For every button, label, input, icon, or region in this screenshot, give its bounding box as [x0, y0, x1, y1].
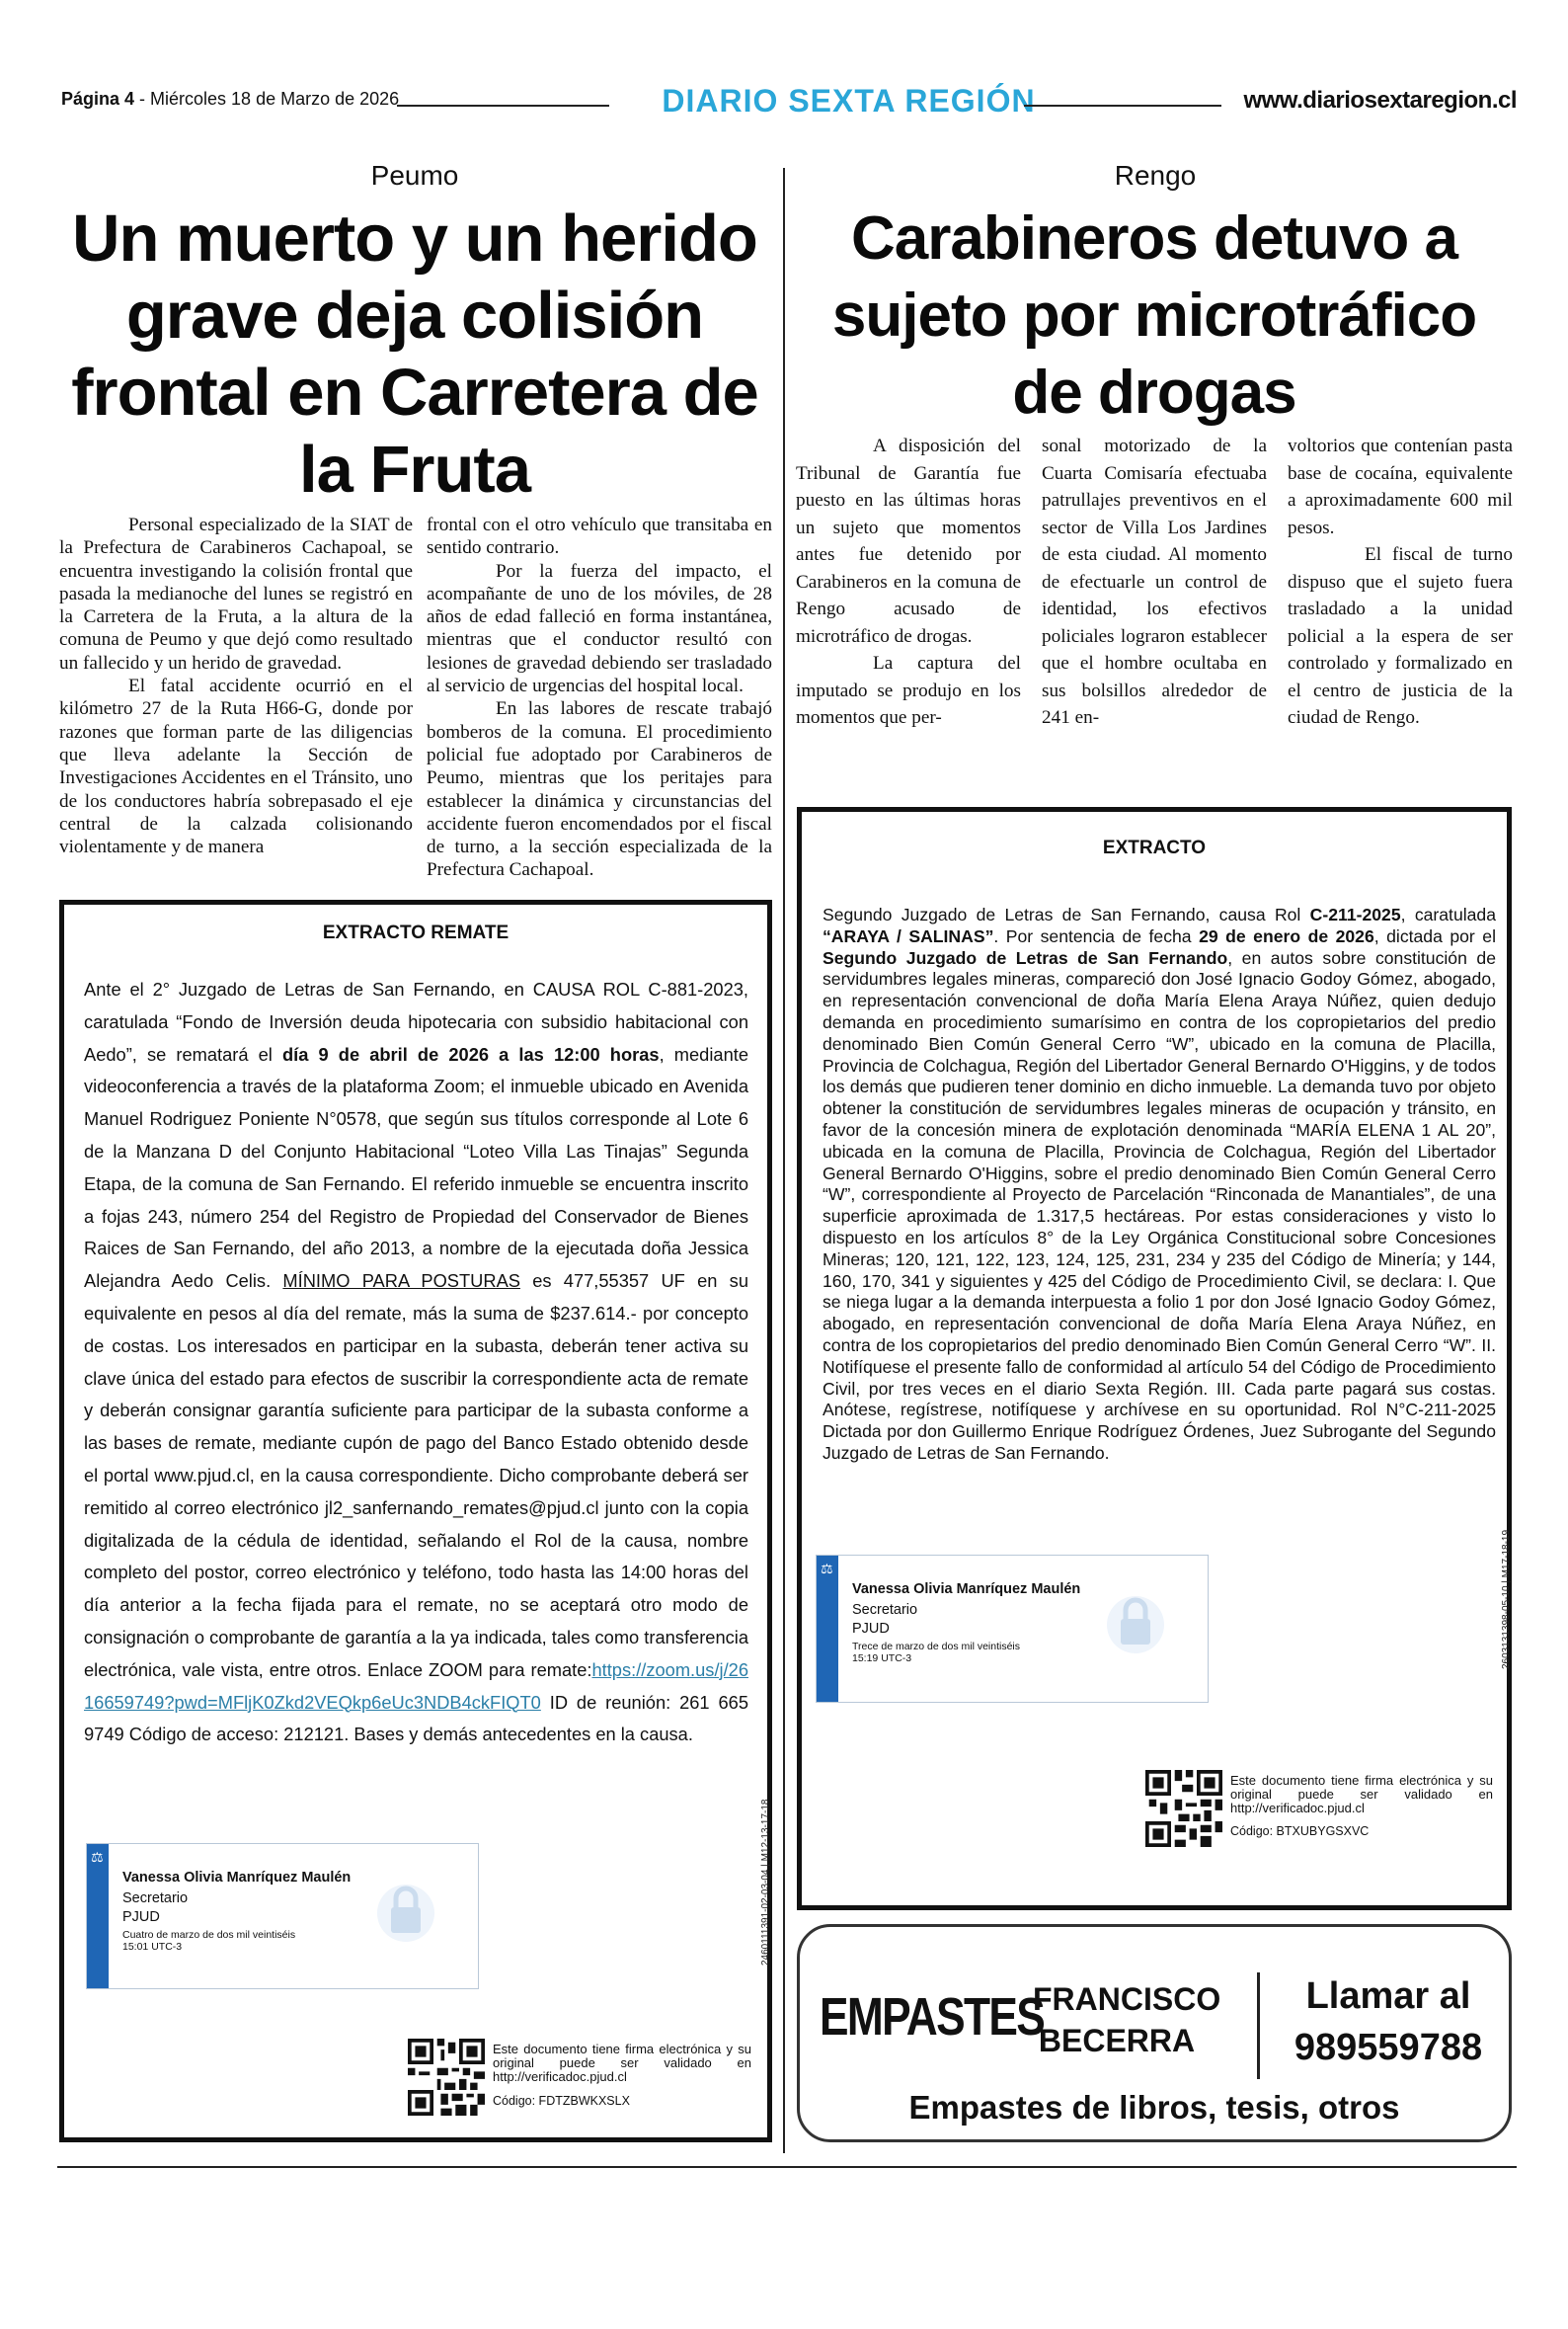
- signer-role: [122, 1889, 188, 1927]
- side-code: 2460111391-02-03-04 | M12-13-17-18: [760, 1799, 771, 1966]
- verification-code: Código: BTXUBYGSXVC: [1230, 1824, 1370, 1838]
- page-header: [61, 85, 1517, 124]
- ad-divider: [1257, 1972, 1260, 2079]
- signer-role: [852, 1601, 917, 1639]
- role: Secretario: [852, 1602, 918, 1618]
- sentence-date: 29 de enero de 2026: [1199, 925, 1374, 946]
- case-caratula: “ARAYA / SALINAS”: [823, 925, 994, 946]
- extracto-remate-box: [59, 900, 772, 2142]
- right-article-col3: [1288, 433, 1513, 732]
- paragraph: Personal especializado de la SIAT de la Prefectura de Carabineros Cachapoal, se encuentra investigando la colisión frontal que pasada la medianoche del lunes se registró en la Carretera de la Fruta, a la altura de la comuna de Peumo y que dejó como resultado un fallecido y un herido de gravedad.: [59, 515, 413, 674]
- paragraph: voltorios que contenían pasta base de cocaína, equivalente a aproximadamente 600 mil pesos.: [1288, 436, 1513, 538]
- court-emblem-icon: ⚖: [821, 1562, 833, 1577]
- left-article-col2: [427, 514, 772, 882]
- extracto-text: [823, 905, 1496, 1465]
- signature-date: [122, 1929, 295, 1953]
- text: ID de reunión: 261 665 9749 Código de acceso: 212121. Bases y demás antecedentes en la causa.: [84, 1691, 748, 1745]
- call-label: Llamar al: [1305, 1975, 1471, 2017]
- paragraph: La captura del imputado se produjo en los momentos que per-: [796, 653, 1021, 728]
- paragraph: frontal con el otro vehículo que transitaba en sentido contrario.: [427, 515, 772, 559]
- right-headline: Carabineros detuvo a sujeto por microtráfico de drogas: [831, 204, 1477, 427]
- date: Cuatro de marzo de dos mil veintiséis: [122, 1929, 296, 1941]
- text: , caratulada: [1400, 905, 1496, 924]
- signature-bar: [87, 1844, 109, 1988]
- name-line: BECERRA: [1038, 2023, 1196, 2058]
- time: 15:01 UTC-3: [122, 1941, 183, 1953]
- signer-name: Vanessa Olivia Manríquez Maulén: [852, 1581, 1081, 1597]
- remate-text: [84, 974, 748, 1751]
- lock-icon: [1107, 1583, 1164, 1656]
- text: Segundo Juzgado de Letras de San Fernando, causa Rol: [823, 905, 1310, 924]
- auction-date: día 9 de abril de 2026 a las 12:00 horas: [281, 1043, 660, 1065]
- left-headline: Un muerto y un herido grave deja colisión frontal en Carretera de la Fruta: [71, 201, 758, 507]
- paragraph: En las labores de rescate trabajó bomberos de la comuna. El procedimiento policial fue adoptado por Carabineros de Peumo, mientras que los peritajes para establecer la dinámica y circunstancias del accidente fueron encomendados por el fiscal de turno, a la sección especializada de la Prefectura Cachapoal.: [427, 698, 772, 881]
- zoom-link[interactable]: https://zoom.us/j/2616659749?pwd=MFljK0Zkd2VEQkp6eUc3NDB4ckFIQT0: [84, 1658, 748, 1713]
- ad-owner-name: [1033, 1978, 1221, 2061]
- left-kicker: Peumo: [370, 160, 459, 191]
- date: Trece de marzo de dos mil veintiséis: [852, 1641, 1021, 1652]
- verification-text: Este documento tiene firma electrónica y su original puede ser validado en http://verificadoc.pjud.cl: [493, 2042, 751, 2084]
- verification-text: Este documento tiene firma electrónica y su original puede ser validado en http://verificadoc.pjud.cl: [1230, 1773, 1493, 1815]
- ad-contact: [1266, 1970, 1511, 2073]
- minimum-label: MÍNIMO PARA POSTURAS: [282, 1270, 520, 1292]
- masthead: DIARIO SEXTA REGIÓN: [662, 83, 1036, 119]
- case-rol: C-211-2025: [1309, 905, 1401, 924]
- box-title: EXTRACTO: [1102, 838, 1207, 858]
- signer-name: Vanessa Olivia Manríquez Maulén: [122, 1870, 352, 1886]
- signature-block: [86, 1843, 479, 1989]
- court-name: Segundo Juzgado de Letras de San Fernando: [823, 947, 1228, 968]
- phone-number: 989559788: [1294, 2027, 1483, 2068]
- footer-rule: [57, 2166, 1517, 2168]
- paragraph: El fatal accidente ocurrió en el kilómetro 27 de la Ruta H66-G, donde por razones que forman parte de las diligencias que lleva adelante la Sección de Investigaciones Accidentes en el Tránsito, uno de los conductores habría sobrepasado el eje central de la calzada colisionando violentamente y de manera: [59, 676, 413, 858]
- page-info: [61, 89, 399, 110]
- time: 15:19 UTC-3: [852, 1652, 912, 1664]
- paragraph: sonal motorizado de la Cuarta Comisaría efectuaba patrullajes preventivos en el sector de Villa Los Jardines de esta ciudad. Al momento de efectuarle un control de identidad, los efectivos policiales lograron establecer que el hombre ocultaba en sus bolsillos alrededor de 241 en-: [1042, 436, 1267, 728]
- column-divider: [783, 168, 785, 2153]
- page-number: Página 4: [61, 89, 135, 109]
- paragraph: El fiscal de turno dispuso que el sujeto fuera trasladado a la unidad policial a la espera de ser controlado y formalizado en el centro de justicia de la ciudad de Rengo.: [1288, 544, 1513, 728]
- ad-brand: EMPASTES: [820, 1987, 1045, 2047]
- text: Ante el 2° Juzgado de Letras de San Fernando, en CAUSA ROL C-881-2023, caratulada “Fondo de Inversión deuda hipotecaria con subsidio habitacional con Aedo”, se rematará el: [84, 979, 748, 1065]
- text: es 477,55357 UF en su equivalente en pesos al día del remate, más la suma de $237.614.- por concepto de costas. Los interesados en participar en la subasta, deberán tener activa su clave única del estado para efectos de suscribir la correspondiente acta de remate y deberán consignar garantía suficiente para participar de la subasta conforme a las bases de remate, mediante cupón de pago del Banco Estado obtenido desde el portal www.pjud.cl, en la causa correspondiente. Dicho comprobante deberá ser remitido al correo electrónico jl2_sanfernando_remates@pjud.cl junto con la copia digitalizada de la cédula de identidad, señalando el Rol de la causa, nombre completo del postor, correo electrónico y teléfono, todo hasta las 14:00 horas del día anterior a la fecha fijada para el remate, no se aceptará otro modo de consignación o comprobante de garantía a la ya indicada, tales como transferencia electrónica, vale vista, entre otros. Enlace ZOOM para remate:: [84, 1270, 748, 1680]
- org: PJUD: [852, 1621, 890, 1637]
- extracto-box: [797, 807, 1512, 1910]
- role: Secretario: [122, 1890, 189, 1906]
- verification-code: Código: FDTZBWKXSLX: [493, 2094, 630, 2108]
- text: , mediante videoconferencia a través de la plataforma Zoom; el inmueble ubicado en Avenida Manuel Rodriguez Poniente N°0578, que según sus títulos corresponde al Lote 6 de la Manzana D del Conjunto Habitacional “Loteo Villa Las Tinajas” Segunda Etapa, de la comuna de San Fernando. El referido inmueble se encuentra inscrito a fojas 243, número 254 del Registro de Propiedad del Conservador de Bienes Raices de San Fernando, del año 2013, a nombre de la ejecutada doña Jessica Alejandra Aedo Celis.: [84, 1043, 748, 1292]
- empastes-ad: [797, 1924, 1512, 2142]
- lock-icon: [377, 1872, 434, 1945]
- header-rule-right: [1024, 105, 1221, 107]
- paragraph: Por la fuerza del impacto, el acompañante de uno de los móviles, de 28 años de edad falleció en forma instantánea, mientras que el conductor resultó con lesiones de gravedad debiendo ser trasladado al servicio de urgencias del hospital local.: [427, 560, 772, 697]
- right-article-col2: [1042, 433, 1267, 732]
- website: www.diariosextaregion.cl: [1243, 87, 1517, 114]
- court-emblem-icon: ⚖: [91, 1850, 104, 1866]
- qr-code-icon: [1145, 1770, 1222, 1847]
- text: , en autos sobre constitución de servidumbres legales mineras, compareció don José Ignacio Godoy Gómez, abogado, en representación convencional de doña María Elena Araya Núñez, quien dedujo demanda en procedimiento sumarísimo en contra de los copropietarios del predio denominado Bien Común General Cerro “W”, ubicado en la comuna de Placilla, Provincia de Colchagua, Región del Libertador General Bernardo O'Higgins, y de todos los demás que pudieren tener dominio en dicho inmueble. La demanda tuvo por objeto obtener la constitución de servidumbres legales mineras de ocupación y tránsito, en favor de la concesión minera de explotación denominada “MARÍA ELENA 1 AL 20”, ubicada en la comuna de Placilla, Provincia de Colchagua, Región del Libertador General Bernardo O'Higgins, sobre el predio denominado Bien Común General Cerro “W”, correspondiente al Proyecto de Parcelación “Rinconada de Manantiales”, de una superficie aproximada de 1.317,5 hectáreas. Por estas consideraciones y visto lo dispuesto en los artículos 8° de la Ley Orgánica Constitucional sobre Concesiones Mineras; 120, 121, 122, 123, 124, 125, 231, 234 y 235 del Código de Minería; y 144, 160, 170, 341 y siguientes y 425 del Código de Procedimiento Civil, se declara: I. Que se niega lugar a la demanda interpuesta a folio 1 por don José Ignacio Godoy Gómez, abogado, en representación convencional de doña María Elena Araya Núñez, en contra de los copropietarios del predio denominado Bien Común General Cerro “W”. II. Notifíquese el presente fallo de conformidad al artículo 54 del Código de Procedimiento Civil, por tres veces en el diario Sexta Región. III. Cada parte pagará sus costas. Anótese, regístrese, notifíquese y archívese en su oportunidad. Rol N°C-211-2025 Dictada por don Guillermo Enrique Rodríguez Órdenes, Juez Subrogante del Segundo Juzgado de Letras de San Fernando.: [823, 947, 1496, 1463]
- side-code: 2603131398-05-10 | M17-18-19: [1501, 1529, 1512, 1669]
- paragraph: A disposición del Tribunal de Garantía fue puesto en las últimas horas un sujeto que momentos antes fue detenido por Carabineros en la comuna de Rengo acusado de microtráfico de drogas.: [796, 436, 1021, 647]
- qr-code-icon: [408, 2039, 485, 2116]
- box-title: EXTRACTO REMATE: [322, 923, 510, 943]
- left-article-col1: [59, 514, 413, 858]
- signature-date: [852, 1641, 1020, 1664]
- ad-tagline: Empastes de libros, tesis, otros: [908, 2089, 1400, 2126]
- signature-block: [816, 1555, 1209, 1703]
- right-article-col1: [796, 433, 1021, 732]
- text: , dictada por el: [1373, 925, 1496, 946]
- text: . Por sentencia de fecha: [993, 925, 1200, 946]
- signature-bar: [817, 1556, 838, 1702]
- name-line: FRANCISCO: [1033, 1981, 1221, 2017]
- right-kicker: Rengo: [1114, 160, 1197, 191]
- issue-date: - Miércoles 18 de Marzo de 2026: [134, 89, 400, 109]
- org: PJUD: [122, 1909, 160, 1925]
